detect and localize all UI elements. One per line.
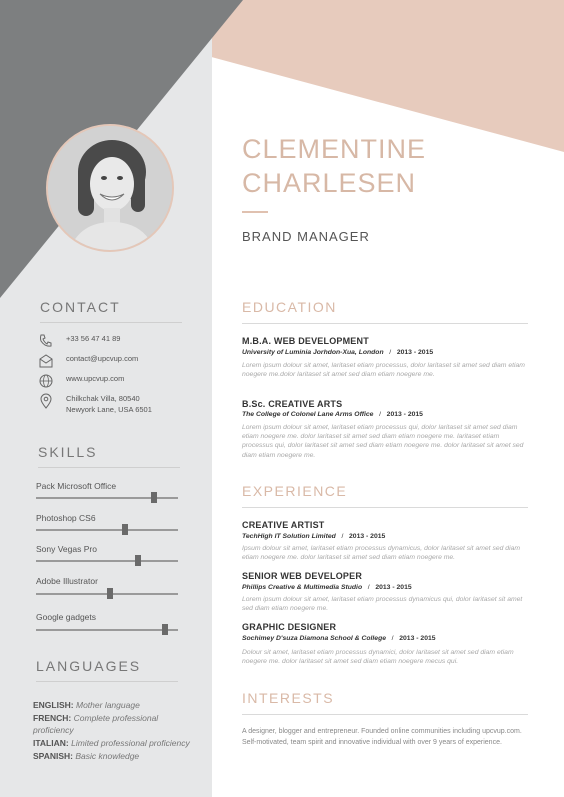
skill-label: Pack Microsoft Office bbox=[36, 481, 117, 491]
interests-text: A designer, blogger and entrepreneur. Founded online communities including upcvup.com. Self-motivated, team spirit and innovative individual with over 9 years of experience. bbox=[242, 728, 522, 746]
name-block bbox=[242, 132, 426, 200]
language-name: FRENCH: bbox=[33, 713, 72, 723]
contact-website bbox=[38, 373, 124, 389]
education-description: Lorem ipsum dolour sit amet, laritaset etiam processus qui, dolor laritaset sit amet sed diam etiam noegere me. dolor laritaset sit amet sed diam etiam noegere me. laritaset etiam processus qui, dolor laritaset sit amet sed diam etiam noegere me. dolor laritaset sit amet sed diam etiam noegere me. bbox=[242, 424, 524, 459]
company: Sochimey D'suza Diamona School & College bbox=[242, 635, 387, 642]
skill-item bbox=[36, 576, 178, 586]
skill-label: Google gadgets bbox=[36, 612, 97, 622]
dates: 2013 - 2015 bbox=[349, 533, 386, 540]
language-item bbox=[33, 737, 198, 749]
skill-item bbox=[36, 513, 178, 523]
experience-heading: EXPERIENCE bbox=[242, 483, 348, 499]
language-item bbox=[33, 712, 198, 736]
experience-title: CREATIVE ARTIST bbox=[242, 520, 325, 530]
experience-subtitle bbox=[242, 635, 436, 642]
separator: / bbox=[385, 349, 395, 356]
interests-rule bbox=[242, 714, 528, 715]
separator: / bbox=[364, 584, 374, 591]
phone-icon bbox=[38, 333, 54, 349]
experience-description: Ipsum dolour sit amet, laritaset etiam processus dynamicus, dolor laritaset sit amet sed diam etiam noegere me. dolor laritaset sit amet sed diam etiam noegere me. bbox=[242, 545, 521, 562]
skill-label: Photoshop CS6 bbox=[36, 513, 96, 523]
institution: University of Luminia Jorhdon-Xua, London bbox=[242, 349, 384, 356]
avatar bbox=[46, 124, 174, 252]
address-line: Chilkchak Villa, 80540 bbox=[66, 394, 140, 403]
education-description: Lorem ipsum dolour sit amet, laritaset etiam processus, dolor laritaset sit amet sed diam etiam noegere me.dolor laritaset sit amet sed diam etiam noegere me. bbox=[242, 362, 525, 379]
dates: 2013 - 2015 bbox=[399, 635, 436, 642]
skill-level-marker bbox=[151, 492, 157, 503]
experience-description: Lorem ipsum dolour sit amet, laritaset etiam processus dynamicus qui, dolor laritaset sit amet sed diam etiam noegere me. bbox=[242, 596, 523, 613]
language-level: Mother language bbox=[76, 700, 140, 710]
experience-title: GRAPHIC DESIGNER bbox=[242, 622, 337, 632]
contact-text: contact@upcvup.com bbox=[66, 354, 139, 363]
skills-heading: SKILLS bbox=[38, 444, 98, 460]
languages-rule bbox=[36, 681, 178, 682]
education-title: B.Sc. CREATIVE ARTS bbox=[242, 399, 343, 409]
skill-level-marker bbox=[162, 624, 168, 635]
contact-text: +33 56 47 41 89 bbox=[66, 334, 121, 343]
skills-rule bbox=[38, 467, 180, 468]
language-item bbox=[33, 699, 198, 711]
languages-heading: LANGUAGES bbox=[36, 658, 142, 674]
contact-text: www.upcvup.com bbox=[66, 374, 125, 383]
dates: 2013 - 2015 bbox=[375, 584, 412, 591]
skill-track bbox=[36, 629, 178, 631]
language-item bbox=[33, 750, 198, 762]
skill-item bbox=[36, 612, 178, 622]
contact-text bbox=[66, 393, 152, 415]
experience-description: Dolour sit amet, laritaset etiam processus dynamici, dolor laritaset sit amet sed diam etiam noegere me. dolor laritaset sit amet sed diam etiam noegere mecus qui. bbox=[242, 649, 514, 666]
contact-heading: CONTACT bbox=[40, 299, 121, 315]
education-heading: EDUCATION bbox=[242, 299, 337, 315]
skill-label: Sony Vegas Pro bbox=[36, 544, 97, 554]
skill-track bbox=[36, 560, 178, 562]
skill-level-marker bbox=[135, 555, 141, 566]
interests-heading: INTERESTS bbox=[242, 690, 335, 706]
language-name: ITALIAN: bbox=[33, 738, 69, 748]
institution: The College of Colonel Lane Arms Office bbox=[242, 411, 374, 418]
language-level: Complete professional proficiency bbox=[33, 713, 159, 735]
company: TechHigh IT Solution Limited bbox=[242, 533, 336, 540]
portrait-photo bbox=[48, 126, 174, 252]
skill-level-marker bbox=[107, 588, 113, 599]
education-subtitle bbox=[242, 411, 423, 418]
education-subtitle bbox=[242, 349, 433, 356]
job-title: BRAND MANAGER bbox=[242, 229, 370, 244]
experience-rule bbox=[242, 507, 528, 508]
language-level: Limited professional proficiency bbox=[71, 738, 190, 748]
address-line: Newyork Lane, USA 6501 bbox=[66, 405, 152, 414]
skill-item bbox=[36, 481, 178, 491]
experience-subtitle bbox=[242, 584, 412, 591]
skill-track bbox=[36, 529, 178, 531]
education-title: M.B.A. WEB DEVELOPMENT bbox=[242, 336, 369, 346]
email-icon bbox=[38, 353, 54, 369]
separator: / bbox=[337, 533, 348, 540]
skill-label: Adobe Illustrator bbox=[36, 576, 98, 586]
language-name: ENGLISH: bbox=[33, 700, 74, 710]
experience-subtitle bbox=[242, 533, 385, 540]
location-pin-icon bbox=[38, 393, 54, 409]
name-accent-bar bbox=[242, 211, 268, 213]
dates: 2013 - 2015 bbox=[396, 349, 434, 356]
separator: / bbox=[375, 411, 385, 418]
language-level: Basic knowledge bbox=[75, 751, 140, 761]
experience-title: SENIOR WEB DEVELOPER bbox=[242, 571, 363, 581]
education-rule bbox=[242, 323, 528, 324]
company: Phillips Creative & Multimedia Studio bbox=[242, 584, 363, 591]
language-name: SPANISH: bbox=[33, 751, 73, 761]
skill-level-marker bbox=[122, 524, 128, 535]
contact-address bbox=[38, 393, 152, 415]
separator: / bbox=[387, 635, 398, 642]
contact-rule bbox=[40, 322, 182, 323]
contact-email bbox=[38, 353, 138, 369]
skill-item bbox=[36, 544, 178, 554]
dates: 2013 - 2015 bbox=[386, 411, 423, 418]
first-name: CLEMENTINE bbox=[242, 134, 427, 164]
globe-icon bbox=[38, 373, 54, 389]
last-name: CHARLESEN bbox=[242, 168, 417, 198]
contact-phone bbox=[38, 333, 120, 349]
